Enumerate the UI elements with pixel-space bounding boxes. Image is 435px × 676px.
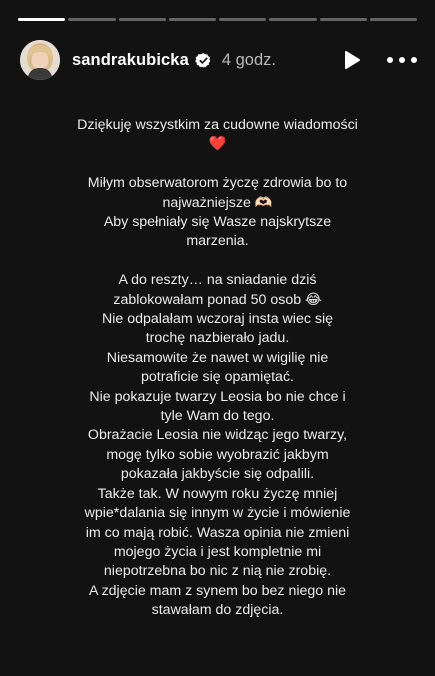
progress-segment — [219, 18, 266, 21]
story-line: Nie odpalałam wczoraj insta wiec się — [101, 311, 334, 328]
progress-segment — [269, 18, 316, 21]
thanks-line: Dziękuję wszystkim za cudowne wiadomości — [77, 117, 358, 133]
progress-segment — [68, 18, 115, 21]
story-line: Także tak. W nowym roku życzę mniej — [97, 485, 338, 502]
progress-segment — [169, 18, 216, 21]
story-line: trochę nazbierało jadu. — [145, 330, 290, 347]
story-line: potraficie się opamiętać. — [141, 369, 294, 386]
story-header — [20, 38, 417, 82]
heart-emoji: ❤️ — [208, 136, 227, 153]
story-line: mojego życia i jest kompletnie mi — [113, 543, 322, 560]
avatar-image — [20, 40, 60, 80]
verified-badge-icon — [195, 52, 212, 69]
avatar[interactable] — [20, 40, 60, 80]
story-line: im co mają robić. Wasza opinia nie zmieni — [85, 524, 350, 541]
play-icon[interactable] — [341, 49, 363, 71]
story-line: A do reszty… na sniadanie dziś — [118, 272, 317, 289]
story-line: stawałam do zdjęcia. — [151, 602, 284, 619]
username[interactable]: sandrakubicka — [72, 50, 189, 69]
story-line: niepotrzebna bo nic z nią nie zrobię. — [103, 563, 332, 580]
post-timestamp: 4 godz. — [221, 50, 276, 69]
wishes-paragraph: Miłym obserwatorom życzę zdrowia bo to najważniejsze 🫶🏻 Aby spełniały się Wasze najskrytsze marzenia. — [87, 175, 348, 250]
progress-segment — [18, 18, 65, 21]
story-line: pokazała jakbyście się odpalili. — [120, 466, 315, 483]
story-line: A zdjęcie mam z synem bo bez niego nie — [88, 582, 347, 599]
story-line: zablokowałam ponad 50 osob 😂 — [113, 291, 322, 308]
progress-segment — [320, 18, 367, 21]
more-options-icon[interactable] — [387, 49, 417, 71]
story-text — [40, 116, 395, 621]
story-line: wpie*dalania się innym w życie i mówienie — [84, 505, 351, 522]
story-line: Obrażacie Leosia nie widząc jego twarzy, — [87, 427, 348, 444]
progress-segment — [119, 18, 166, 21]
story-progress-bar — [18, 18, 417, 21]
story-line: mogę tylko sobie wyobrazić jakbym — [106, 446, 329, 463]
story-line: Niesamowite że nawet w wigilię nie — [106, 349, 329, 366]
progress-segment — [370, 18, 417, 21]
story-line: Nie pokazuje twarzy Leosia bo nie chce i — [89, 388, 346, 405]
story-line: tyle Wam do tego. — [160, 408, 275, 425]
main-paragraph — [40, 271, 395, 620]
